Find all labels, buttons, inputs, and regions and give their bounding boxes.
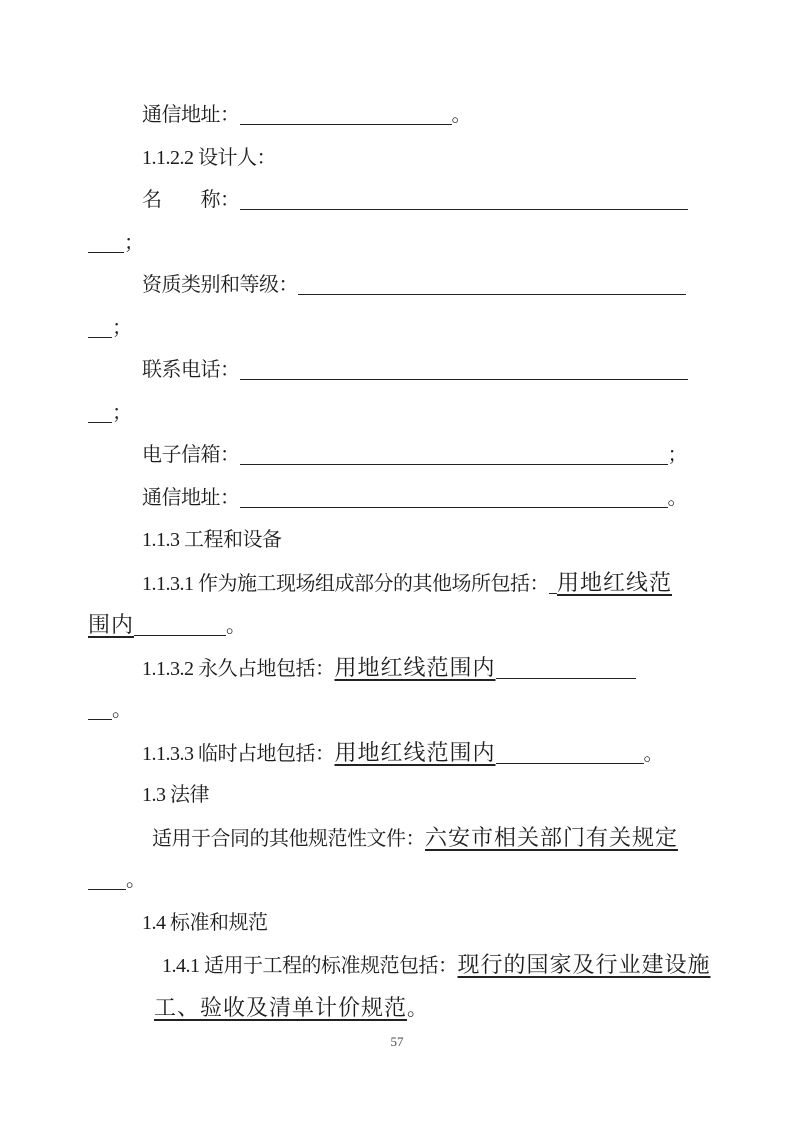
document-lines <box>88 94 711 1029</box>
document-line <box>88 179 690 222</box>
document-line <box>88 604 690 647</box>
fill-in-blank-line <box>240 124 452 125</box>
filled-value-underlined: 六安市相关部门有关规定 <box>425 824 679 850</box>
fill-in-blank-line <box>240 379 688 380</box>
document-line <box>88 94 690 137</box>
document-line <box>88 519 690 562</box>
filled-value-underlined: 工、验收及清单计价规范 <box>154 994 408 1020</box>
text-segment: 。 <box>407 997 427 1020</box>
text-segment: 。 <box>112 699 132 721</box>
text-segment: 1.4.1 适用于工程的标准规范包括： <box>162 955 458 977</box>
fill-in-blank-line <box>88 719 112 720</box>
filled-value-underlined: 用地红线范 <box>557 569 673 595</box>
text-segment: 适用于合同的其他规范性文件： <box>152 827 425 850</box>
text-segment: 1.1.3.3 临时占地包括： <box>142 742 335 765</box>
page-footer <box>0 1032 794 1052</box>
text-segment: ； <box>124 231 144 254</box>
document-line <box>88 774 690 817</box>
document-line <box>88 137 690 180</box>
filled-value-underlined: 用地红线范围内 <box>334 654 496 680</box>
fill-in-blank-line <box>240 507 668 508</box>
fill-in-blank-line <box>240 464 668 465</box>
text-segment: 。 <box>226 615 246 637</box>
document-line <box>88 307 690 350</box>
fill-in-blank-line <box>88 889 126 890</box>
text-segment: 1.3 法律 <box>142 784 209 806</box>
text-segment: ； <box>112 316 132 339</box>
fill-in-blank-line <box>240 209 688 210</box>
text-segment: 通信地址： <box>142 486 240 509</box>
document-line <box>88 349 690 392</box>
text-segment: 1.1.3.1 作为施工现场组成部分的其他场所包括： <box>142 572 549 595</box>
text-segment: 资质类别和等级： <box>142 274 298 296</box>
fill-in-blank-line <box>134 635 226 636</box>
document-line <box>88 562 690 605</box>
fill-in-blank-line <box>298 294 686 295</box>
text-segment: 名 称： <box>142 189 240 211</box>
document-line <box>88 902 690 945</box>
text-segment: 电子信箱： <box>142 444 240 466</box>
text-segment: 。 <box>451 104 471 126</box>
filled-value-underlined: 用地红线范围内 <box>334 739 496 765</box>
text-segment: 。 <box>667 486 687 509</box>
document-line <box>88 859 690 902</box>
fill-in-blank-line <box>549 593 557 594</box>
text-segment: ； <box>667 444 687 466</box>
filled-value-underlined: 现行的国家及行业建设施 <box>457 952 711 977</box>
filled-value-underlined: 围内 <box>88 612 135 637</box>
fill-in-blank-line <box>496 678 636 679</box>
document-line <box>88 817 690 860</box>
document-line <box>88 647 690 690</box>
fill-in-blank-line <box>88 337 112 338</box>
page-number: 57 <box>390 1034 404 1049</box>
document-line <box>88 264 690 307</box>
document-line <box>88 222 690 265</box>
document-line <box>88 477 690 520</box>
fill-in-blank-line <box>88 422 112 423</box>
text-segment: ； <box>112 401 132 424</box>
text-segment: 1.1.3.2 永久占地包括： <box>142 657 335 680</box>
text-segment: 通信地址： <box>142 104 240 126</box>
fill-in-blank-line <box>88 252 124 253</box>
text-segment: 1.4 标准和规范 <box>142 911 268 934</box>
fill-in-blank-line <box>496 763 644 764</box>
document-line <box>88 392 690 435</box>
text-segment: 1.1.2.2 设计人： <box>142 146 276 169</box>
text-segment: 联系电话： <box>142 359 240 381</box>
document-line <box>88 689 690 732</box>
text-segment: 1.1.3 工程和设备 <box>142 529 282 551</box>
document-line <box>88 732 690 775</box>
text-segment: 。 <box>643 742 664 765</box>
document-line <box>88 434 690 477</box>
document-line <box>88 944 711 987</box>
text-segment: 。 <box>126 869 146 891</box>
document-line <box>88 987 690 1030</box>
